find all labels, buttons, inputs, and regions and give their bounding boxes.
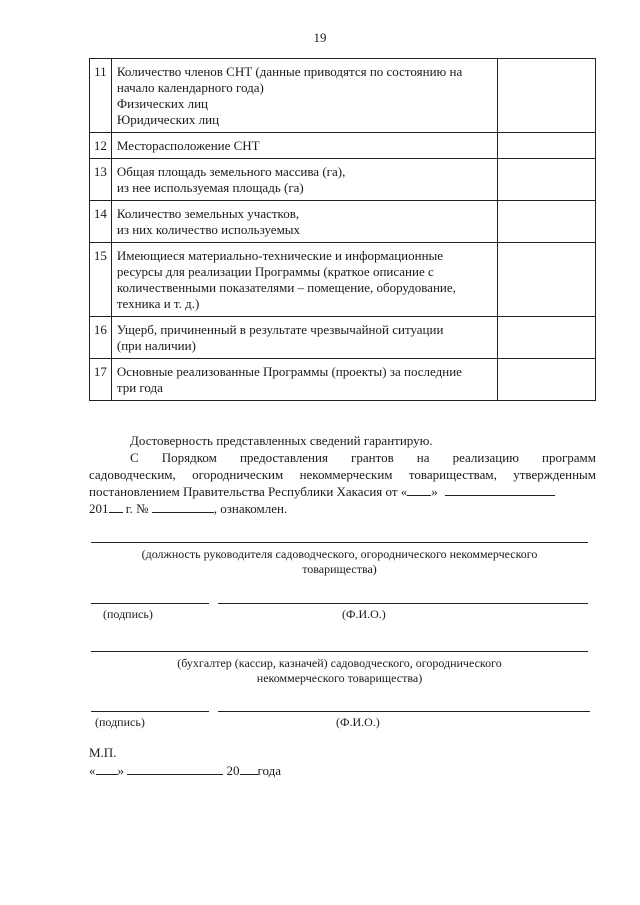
row-number: 14 bbox=[90, 201, 112, 243]
accountant-signature-line bbox=[91, 711, 209, 712]
procedure-line-3 bbox=[89, 483, 596, 500]
head-signature-label: (подпись) bbox=[103, 607, 153, 621]
head-fio-label: (Ф.И.О.) bbox=[342, 607, 386, 621]
row-description-line: Юридических лиц bbox=[116, 112, 220, 127]
head-position-caption bbox=[91, 547, 588, 577]
date-open-quote: « bbox=[89, 763, 96, 778]
accountant-caption-line-2: некоммерческого товарищества) bbox=[256, 671, 423, 685]
row-description-line: три года bbox=[116, 380, 163, 395]
year-blank bbox=[109, 500, 123, 513]
row-description bbox=[111, 159, 497, 201]
accountant-fio-label: (Ф.И.О.) bbox=[336, 715, 380, 729]
row-description bbox=[111, 359, 497, 401]
row-value-cell bbox=[497, 359, 595, 401]
number-label: г. № bbox=[125, 501, 149, 516]
head-caption-line-1: (должность руководителя садоводческого, огороднического некоммерческого bbox=[141, 547, 538, 561]
head-signature-line bbox=[91, 603, 209, 604]
row-description bbox=[111, 59, 497, 133]
row-description-line: Основные реализованные Программы (проекты) за последние bbox=[116, 364, 462, 379]
row-description-line: из них количество используемых bbox=[116, 222, 301, 237]
acquainted-text: , ознакомлен. bbox=[213, 501, 288, 516]
date-month-blank bbox=[127, 762, 223, 775]
procedure-paragraph bbox=[89, 449, 596, 517]
row-description-line: Ущерб, причиненный в результате чрезвычайной ситуации bbox=[116, 322, 444, 337]
row-description bbox=[111, 201, 497, 243]
row-value-cell bbox=[497, 201, 595, 243]
row-description bbox=[111, 317, 497, 359]
row-description-line: Месторасположение СНТ bbox=[116, 138, 260, 153]
accountant-fio-line bbox=[218, 711, 590, 712]
accountant-position-line bbox=[91, 651, 588, 652]
guarantee-statement: Достоверность представленных сведений гарантирую. bbox=[130, 433, 433, 448]
table-row bbox=[90, 133, 596, 159]
row-number: 13 bbox=[90, 159, 112, 201]
row-description bbox=[111, 243, 497, 317]
head-position-line bbox=[91, 542, 588, 543]
date-year-prefix: 20 bbox=[226, 763, 240, 778]
row-description-line: (при наличии) bbox=[116, 338, 196, 353]
row-description-line: начало календарного года) bbox=[116, 80, 264, 95]
row-description-line: количественными показателями – помещение, оборудование, bbox=[116, 280, 456, 295]
accountant-position-caption bbox=[91, 656, 588, 686]
accountant-signature-label: (подпись) bbox=[95, 715, 145, 729]
page-number: 19 bbox=[313, 30, 327, 45]
row-value-cell bbox=[497, 317, 595, 359]
number-blank bbox=[152, 500, 214, 513]
row-description-line: ресурсы для реализации Программы (краткое описание с bbox=[116, 264, 434, 279]
table-row bbox=[90, 201, 596, 243]
row-value-cell bbox=[497, 243, 595, 317]
table-row bbox=[90, 159, 596, 201]
month-blank bbox=[445, 483, 555, 496]
row-number: 17 bbox=[90, 359, 112, 401]
row-number: 16 bbox=[90, 317, 112, 359]
row-description-line: Физических лиц bbox=[116, 96, 209, 111]
row-value-cell bbox=[497, 59, 595, 133]
date-year-blank bbox=[240, 762, 258, 775]
row-value-cell bbox=[497, 133, 595, 159]
year-prefix: 201 bbox=[89, 501, 109, 516]
row-number: 11 bbox=[90, 59, 112, 133]
row-description-line: Количество членов СНТ (данные приводятся по состоянию на bbox=[116, 64, 463, 79]
table-row bbox=[90, 359, 596, 401]
procedure-line-4 bbox=[89, 500, 596, 517]
info-table-body bbox=[90, 59, 596, 401]
row-value-cell bbox=[497, 159, 595, 201]
row-description-line: Общая площадь земельного массива (га), bbox=[116, 164, 346, 179]
accountant-caption-line-1: (бухгалтер (кассир, казначей) садоводческого, огороднического bbox=[177, 656, 502, 670]
date-line bbox=[89, 762, 596, 779]
date-day-blank bbox=[96, 762, 118, 775]
date-suffix: года bbox=[257, 763, 282, 778]
row-number: 12 bbox=[90, 133, 112, 159]
table-row bbox=[90, 59, 596, 133]
row-description-line: Имеющиеся материально-технические и информационные bbox=[116, 248, 444, 263]
stamp-label: М.П. bbox=[89, 745, 117, 760]
procedure-line-2: садоводческим, огородническим некоммерческим товариществам, утвержденным bbox=[89, 467, 596, 482]
table-row bbox=[90, 317, 596, 359]
procedure-line-1: С Порядком предоставления грантов на реализацию программ bbox=[130, 450, 596, 465]
head-fio-line bbox=[218, 603, 588, 604]
date-close-quote: » bbox=[117, 763, 124, 778]
row-description bbox=[111, 133, 497, 159]
procedure-line-3-text: постановлением Правительства Республики Хакасия от « bbox=[89, 484, 408, 499]
row-description-line: из нее используемая площадь (га) bbox=[116, 180, 304, 195]
procedure-line-3-close: » bbox=[431, 484, 438, 499]
row-description-line: техника и т. д.) bbox=[116, 296, 200, 311]
info-table bbox=[89, 58, 596, 401]
table-row bbox=[90, 243, 596, 317]
row-number: 15 bbox=[90, 243, 112, 317]
row-description-line: Количество земельных участков, bbox=[116, 206, 300, 221]
head-caption-line-2: товарищества) bbox=[302, 562, 377, 576]
day-blank bbox=[407, 483, 431, 496]
